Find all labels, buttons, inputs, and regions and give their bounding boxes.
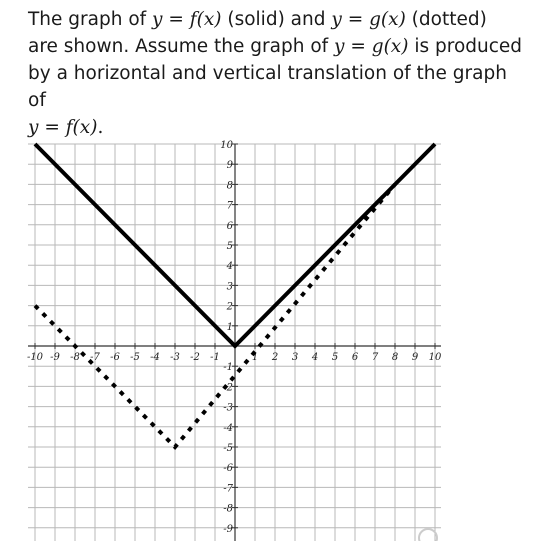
x-tick-label: -5 [130,352,140,363]
y-tick-label: 1 [226,321,233,333]
y-tick-label: -6 [223,463,233,475]
x-tick-label: 4 [311,352,319,363]
y-tick-label: -8 [223,503,233,515]
x-tick-label: 8 [391,352,399,363]
y-tick-label: 2 [226,301,233,313]
y-tick-label: 5 [226,241,233,252]
y-tick-label: -2 [223,382,233,394]
y-tick-label: 9 [226,160,233,172]
x-tick-label: 3 [291,352,299,363]
graph-tool-handle-icon[interactable] [419,529,437,541]
g-equation: y = g(x) [331,9,406,30]
question-end-period: . [97,117,104,138]
y-tick-label: -4 [223,422,233,434]
question-line1-text: The graph of [28,9,153,30]
x-tick-label: -8 [70,352,80,363]
x-tick-label: 6 [351,352,359,363]
question-line2-end: is produced [408,36,523,57]
y-tick-label: 7 [226,200,233,212]
y-tick-label: 4 [226,261,233,273]
x-tick-label: -2 [190,352,200,363]
x-tick-label: 10 [428,352,442,363]
y-tick-label: -5 [223,443,233,454]
y-tick-label: 10 [220,140,233,151]
y-tick-label: -3 [223,402,233,414]
g-equation-2: y = g(x) [334,36,409,57]
f-equation: y = f(x) [152,9,222,30]
x-tick-label: -9 [50,352,60,363]
question-line3-text: by a horizontal and vertical translation of the graph of [28,63,507,111]
x-tick-label: -3 [170,352,180,363]
y-tick-label: 3 [226,281,233,293]
y-tick-label: -7 [223,483,233,495]
x-tick-label: 2 [271,352,279,363]
dotted-note: (dotted) [405,9,487,30]
x-tick-label: -10 [26,352,44,363]
y-tick-label: 8 [226,180,233,192]
y-tick-label: 6 [226,220,233,232]
x-tick-label: -1 [210,352,220,363]
x-tick-label: -7 [90,352,100,363]
x-tick-label: 1 [251,352,259,363]
x-tick-label: 9 [411,352,419,363]
y-tick-label: -9 [223,523,233,535]
x-tick-label: 7 [371,352,379,363]
f-equation-2: y = f(x) [28,117,98,138]
axes-layer [28,144,441,541]
solid-note: (solid) and [221,9,332,30]
x-tick-label: -6 [110,352,120,363]
x-tick-label: -4 [150,352,160,363]
y-tick-label: -1 [223,362,233,374]
question-line2-text: are shown. Assume the graph of [28,36,335,57]
x-tick-label: 5 [331,352,339,363]
